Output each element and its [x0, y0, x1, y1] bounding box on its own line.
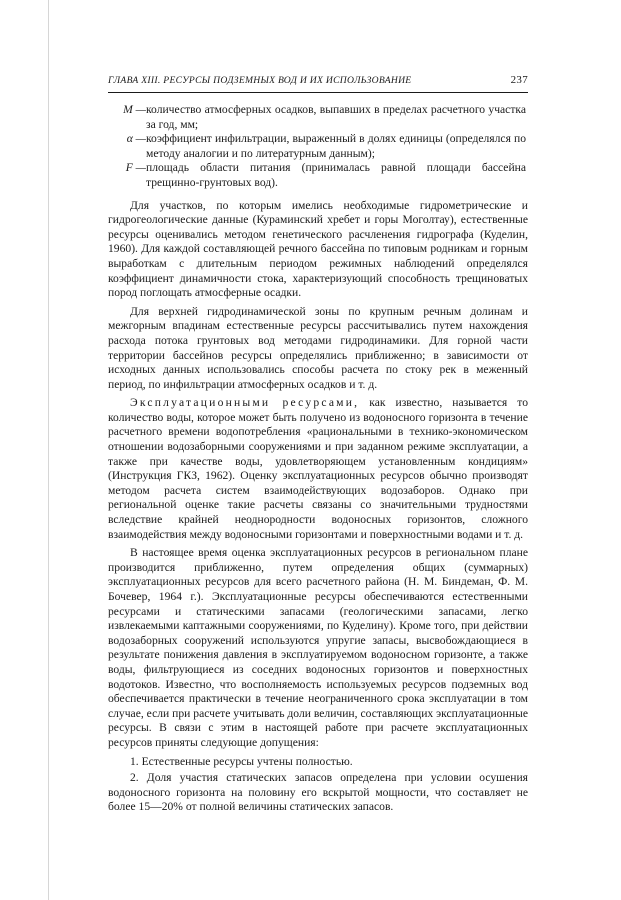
assumption-item: 1. Естественные ресурсы учтены полностью.: [130, 754, 353, 768]
definition-item: [108, 161, 528, 190]
book-page: [108, 70, 528, 817]
paragraph-regional-assessment: В настоящее время оценка эксплуатационных ресурсов в региональном плане производится приближенно, путем определения общих (суммарных) эксплуатационных ресурсов для всего расчетного района (Н. М. Биндеман, Ф. М. Бочевер, 1964 г.). Эксплуатационные ресурсы обеспечиваются естественными ресурсами и статическими запасами (геологическими запасами, легко извлекаемыми каптажными сооружениями, по Куделину). Кроме того, при действии водозаборных сооружений используются упругие запасы, высвобождающиеся в результате понижения давления в эксплуатируемом водоносном горизонте, а также воды, фильтрующиеся из соседних водоносных горизонтов и поверхностных водотоков. Известно, что восполняемость используемых ресурсов подземных вод обеспечивается практически в течение неограниченного срока эксплуатации в том случае, если при расчете учитывать доли величин, составляющих эксплуатационные ресурсы. В связи с этим в настоящей работе при расчете эксплуатационных ресурсов приняты следующие допущения:: [108, 546, 528, 749]
definition-text: количество атмосферных осадков, выпавших в пределах расчетного участка за год, мм;: [146, 103, 526, 131]
page-fold-line: [48, 0, 49, 900]
paragraph-text: как известно, называется то количество воды, которое может быть получено из водоносного горизонта в течение расчетного времени водопотребления «рациональными в технико-экономическом отношении водозаборными сооружениями и при заданном режиме эксплуатации, а также при качестве воды, удовлетворяющем установленным кондициям» (Инструкция ГКЗ, 1962). Оценку эксплуатационных ресурсов обычно производят методом расчета систем взаимодействующих водозаборов. Однако при региональной оценке такие расчеты связаны со значительными трудностями вследствие крайней неоднородности водоносных горизонтов, сложного взаимодействия между водоносными горизонтами и поверхностными водами и т. д.: [108, 396, 528, 541]
definition-symbol: F —: [125, 161, 146, 175]
symbol-definitions: [108, 103, 528, 191]
paragraph-genetic-method: Для участков, по которым имелись необходимые гидрометрические и гидрогеологические данные (Кураминский хребет и горы Моголтау), естественные ресурсы оценивались методом генетического расчленения гидрографа (Куделин, 1960). Для каждой составляющей речного бассейна по типовым родникам и горным выработкам с длительным периодом режимных наблюдений определялся коэффициент динамичности стока, характеризующий способность трещиноватых пород поглощать атмосферные осадки.: [108, 198, 528, 300]
definition-text: площадь области питания (принималась равной площади бассейна трещинно-грунтовых вод).: [146, 161, 526, 189]
page-number: 237: [510, 74, 528, 86]
assumption-item: 2. Доля участия статических запасов определена при условии осушения водоносного горизонта на половину его вскрытой мощности, что составляет не более 15—20% от полной величины статических запасов.: [108, 771, 528, 814]
paragraph-upper-zone: Для верхней гидродинамической зоны по крупным речным долинам и межгорным впадинам естественные ресурсы рассчитывались путем нахождения расхода потока грунтовых вод методами гидродинамики. Для горной части территории бассейнов ресурсы определялись приближенно; в зависимости от исходных данных использовались способы расчета по стоку рек в меженный период, по инфильтрации атмосферных осадков и т. д.: [108, 304, 528, 391]
running-head: [108, 70, 528, 93]
definition-item: [108, 132, 528, 161]
definition-item: [108, 103, 528, 132]
definition-symbol: M —: [123, 103, 146, 116]
definition-text: коэффициент инфильтрации, выраженный в долях единицы (определялся по методу аналогии и по литературным данным);: [146, 132, 526, 160]
definition-symbol: α —: [126, 132, 146, 146]
running-head-title: ГЛАВА XIII. РЕСУРСЫ ПОДЗЕМНЫХ ВОД И ИХ ИСПОЛЬЗОВАНИЕ: [108, 75, 412, 86]
spaced-term: Эксплуатационными ресурсами,: [130, 396, 360, 410]
paragraph-exploitation-resources: [108, 396, 528, 542]
